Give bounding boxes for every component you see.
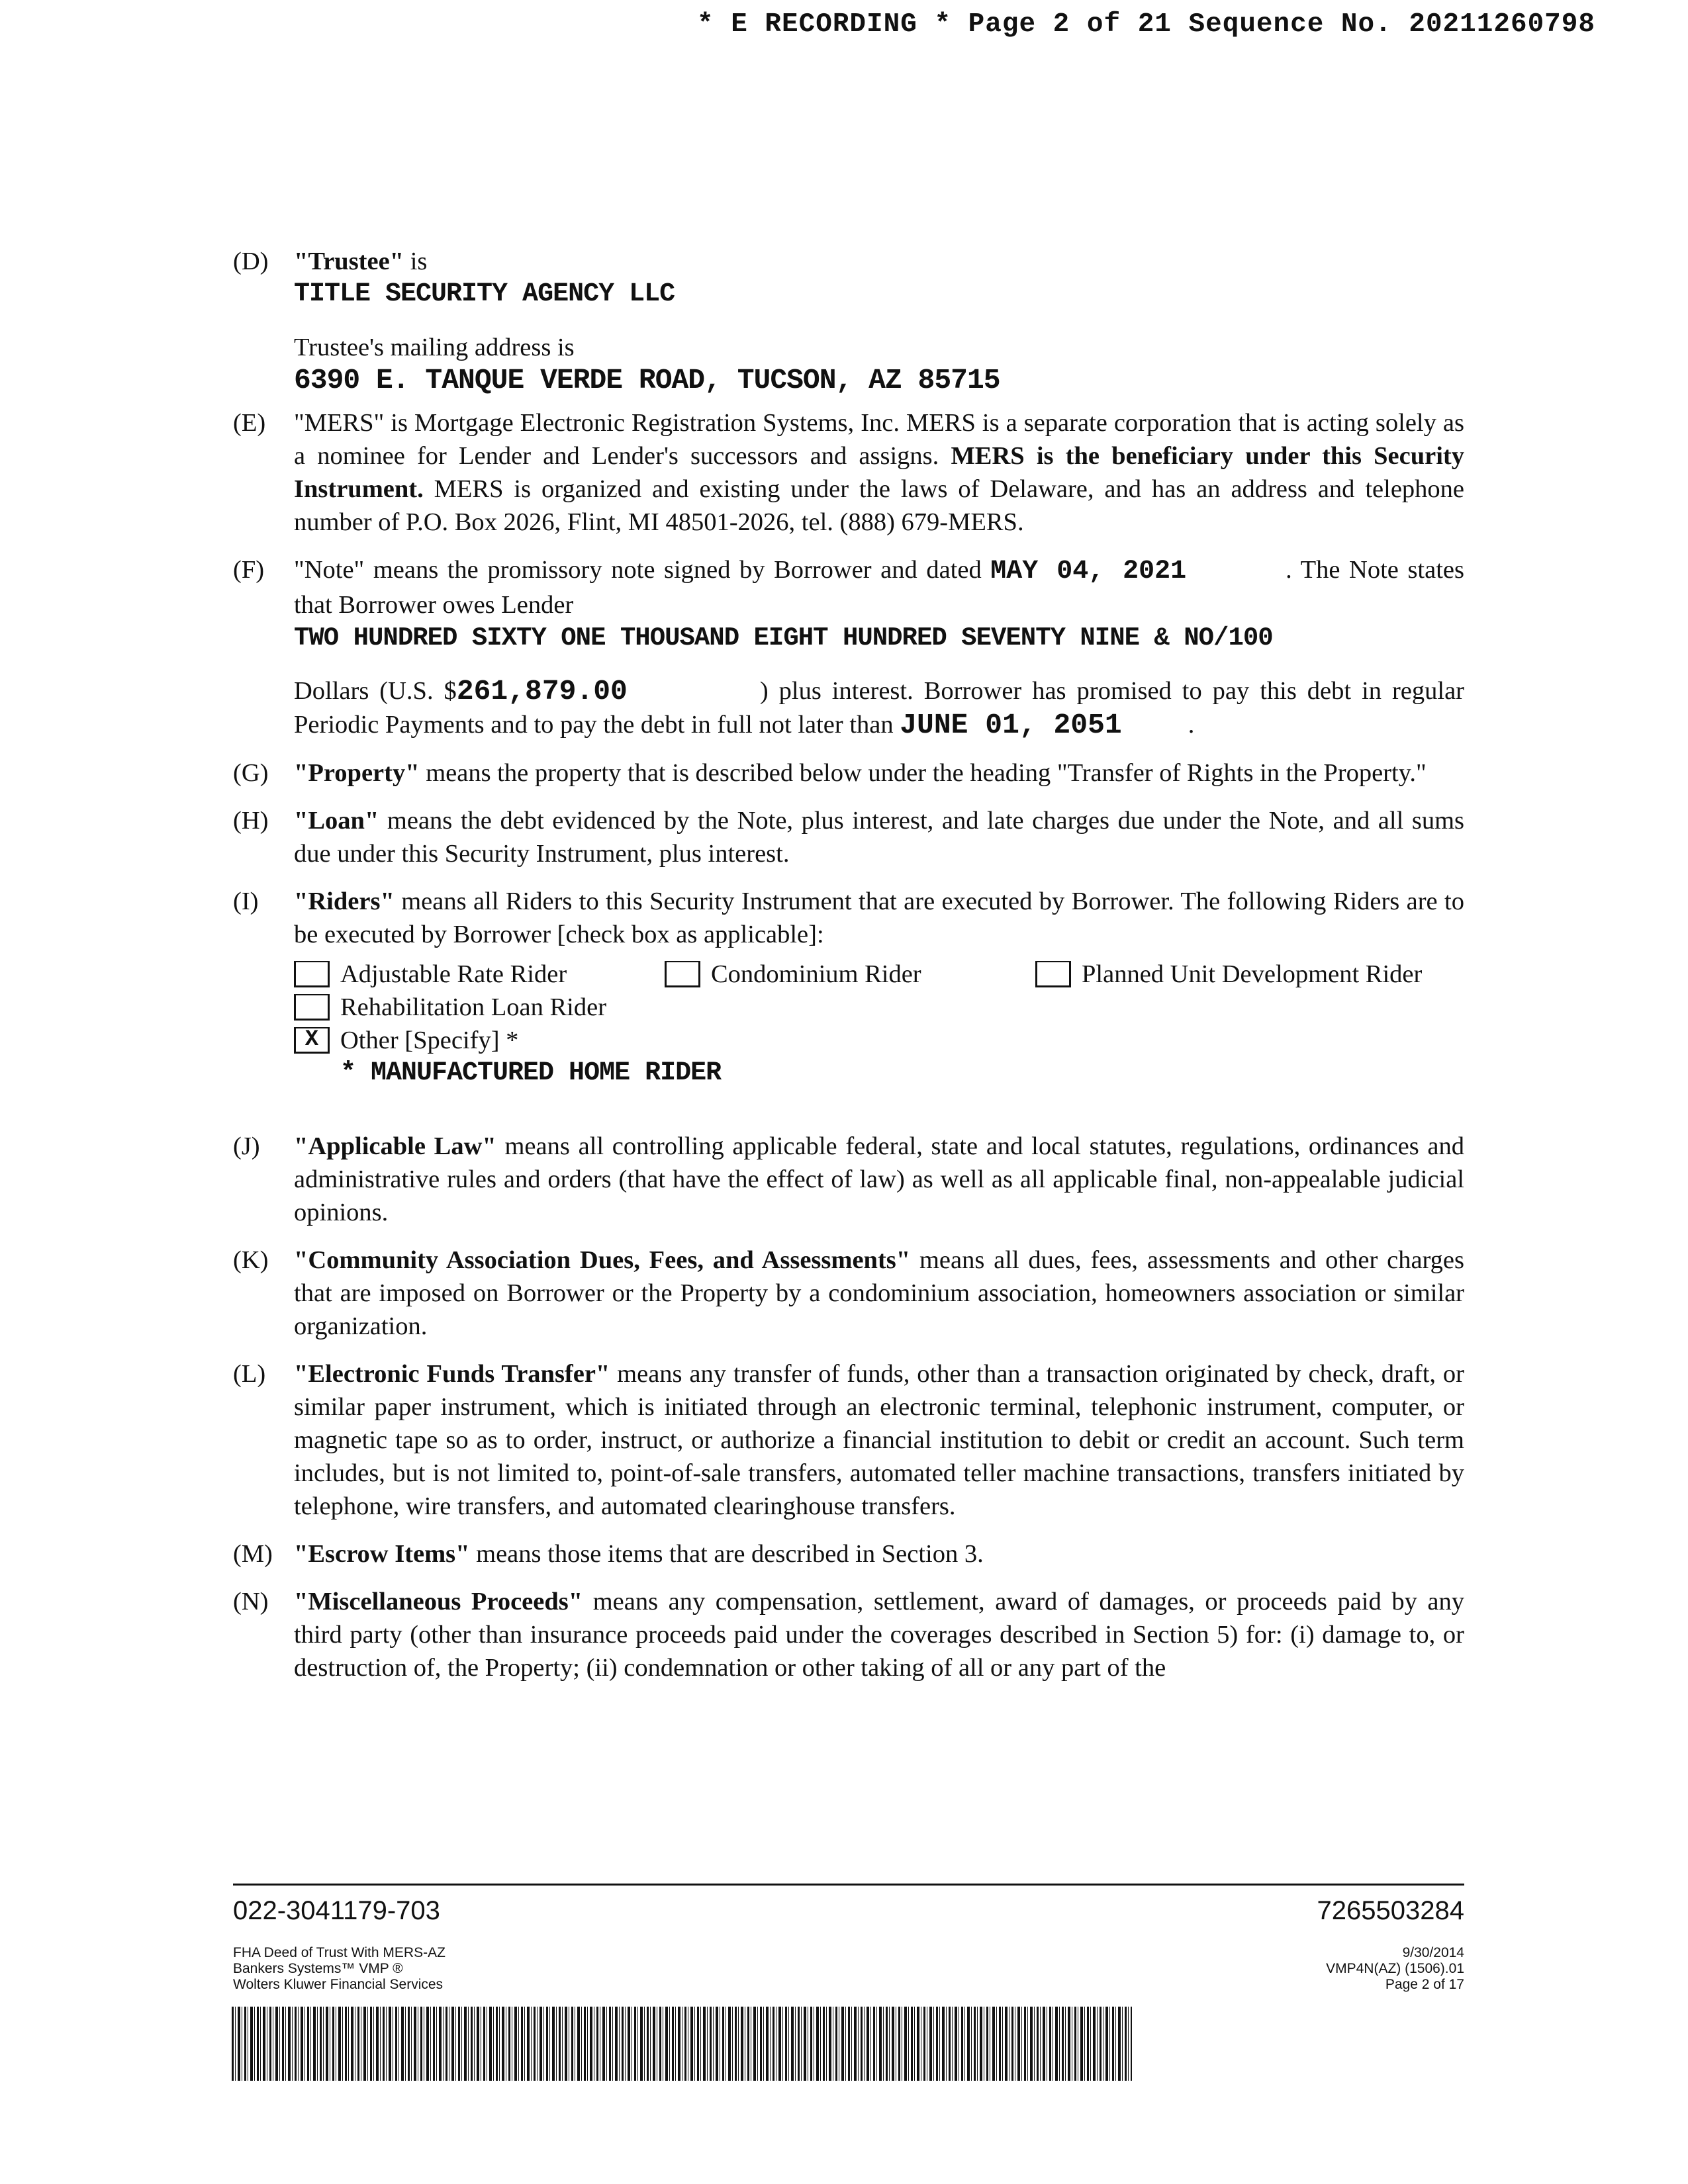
section-n [233,1585,1464,1684]
section-f [233,553,1464,742]
footer-form-info [233,1945,445,1993]
other-rider-spec: * MANUFACTURED HOME RIDER [340,1058,722,1088]
escrow-items-text: means those items that are described in Section 3. [469,1540,984,1568]
riders-row-1 [294,958,1464,991]
section-label: (H) [233,807,269,835]
rider-rehab [294,991,606,1024]
term-misc-proceeds: "Miscellaneous Proceeds" [294,1588,583,1615]
footer-form-line: Wolters Kluwer Financial Services [233,1977,444,1992]
document-body [233,245,1464,1699]
term-escrow-items: "Escrow Items" [294,1540,470,1568]
checkbox-other[interactable]: X [294,1027,330,1054]
trustee-address-intro: Trustee's mailing address is [294,334,575,361]
section-label: (L) [233,1360,266,1388]
section-label: (I) [233,887,259,915]
footer-loan-number: 022-3041179-703 [233,1896,440,1925]
page-footer [233,1884,1464,1992]
mers-text-1: "MERS" is Mortgage Electronic Registration Systems, Inc. MERS is a separate corporation that is acting solely as a nominee for Lender and Lender's successors and assigns. [294,409,1464,470]
loan-amount: 261,879.00 [456,675,628,707]
spacer [294,655,1464,674]
section-h [233,804,1464,870]
term-loan: "Loan" [294,807,379,835]
section-l [233,1357,1464,1523]
riders-text: means all Riders to this Security Instrument that are executed by Borrower. The following Riders are to be executed by Borrower [check box as applicable]: [294,887,1464,948]
term-eft: "Electronic Funds Transfer" [294,1360,610,1388]
footer-form-code: VMP4N(AZ) (1506).01 [1326,1961,1464,1976]
section-e [233,406,1464,539]
amount-in-words: TWO HUNDRED SIXTY ONE THOUSAND EIGHT HUNDRED SEVENTY NINE & NO/100 [294,623,1273,653]
period: . [1188,711,1195,739]
rider-label: Rehabilitation Loan Rider [340,993,607,1021]
term-tail: is [404,248,428,275]
riders-row-3 [294,1024,1464,1057]
recording-header: * E RECORDING * Page 2 of 21 Sequence No. 20211260798 [696,9,1595,40]
loan-text: means the debt evidenced by the Note, plus interest, and late charges due under the Note, and all sums due under this Security Instrument, plus interest. [294,807,1464,868]
spacer [294,951,1464,958]
section-k [233,1244,1464,1343]
community-dues-text: means all dues, fees, assessments and other charges that are imposed on Borrower or the Property by a condominium association, homeowners association or similar organization. [294,1246,1464,1340]
rider-condominium [665,958,1035,991]
section-label: (J) [233,1132,260,1160]
footer-page-number: Page 2 of 17 [1385,1977,1464,1992]
mers-bold: MERS is the beneficiary under this Security Instrument. [294,442,1464,503]
checkbox-pud[interactable] [1035,961,1071,987]
note-date: MAY 04, 2021 [990,557,1187,586]
rider-label: Other [Specify] * [340,1026,519,1054]
note-text-1: "Note" means the promissory note signed by Borrower and dated [294,556,991,584]
term-riders: "Riders" [294,887,395,915]
term-property: "Property" [294,759,420,787]
footer-form-line: FHA Deed of Trust With MERS-AZ [233,1945,445,1960]
rider-label: Adjustable Rate Rider [340,960,567,988]
rider-label: Condominium Rider [711,960,921,988]
footer-form-line: Bankers Systems™ VMP ® [233,1961,403,1976]
misc-proceeds-text: means any compensation, settlement, award of damages, or proceeds paid by any third party (other than insurance proceeds paid under the coverages described in Section 5) for: (i) damage to, or destruction of, the Property; (ii) condemnation or other taking of all or any part of the [294,1588,1464,1682]
section-label: (D) [233,248,269,275]
rider-label: Planned Unit Development Rider [1082,960,1423,988]
trustee-name: TITLE SECURITY AGENCY LLC [294,279,675,309]
footer-case-number: 7265503284 [1317,1896,1464,1925]
section-label: (E) [233,409,266,437]
section-label: (N) [233,1588,269,1615]
section-d [233,245,1464,397]
trustee-address: 6390 E. TANQUE VERDE ROAD, TUCSON, AZ 85715 [294,364,1000,396]
mers-text-2: MERS is organized and existing under the laws of Delaware, and has an address and telephone number of P.O. Box 2026, Flint, MI 48501-2026, tel. (888) 679-MERS. [294,475,1464,536]
section-label: (K) [233,1246,269,1274]
footer-form-date: 9/30/2014 [1402,1945,1464,1960]
checkbox-condominium[interactable] [665,961,700,987]
section-i [233,885,1464,1090]
footer-form-id [1326,1945,1464,1993]
riders-row-2 [294,991,1464,1024]
dollars-suffix: ) plus interest. Borrower has promised to pay this debt in regular Periodic Payments and to pay the debt in full not later than [294,677,1464,739]
checkbox-rehab[interactable] [294,994,330,1021]
rider-other [294,1024,518,1057]
rider-adjustable [294,958,665,991]
section-label: (F) [233,556,265,584]
term-applicable-law: "Applicable Law" [294,1132,496,1160]
eft-text: means any transfer of funds, other than a transaction originated by check, draft, or similar paper instrument, which is initiated through an electronic terminal, telephonic instrument, computer, or magnetic tape so as to order, instruct, or authorize a financial institution to debit or credit an account. Such term includes, but is not limited to, point-of-sale transfers, automated teller machine transactions, transfers initiated by telephone, wire transfers, and automated clearinghouse transfers. [294,1360,1464,1520]
term-community-dues: "Community Association Dues, Fees, and Assessments" [294,1246,911,1274]
section-label: (M) [233,1540,273,1568]
note-text-2: . The Note states that Borrower owes Lender [294,556,1464,619]
checkbox-adjustable[interactable] [294,961,330,987]
section-j [233,1130,1464,1229]
maturity-date: JUNE 01, 2051 [900,709,1122,741]
section-g [233,756,1464,790]
term-trustee: "Trustee" [294,248,404,275]
dollars-prefix: Dollars (U.S. $ [294,677,457,705]
section-m [233,1537,1464,1570]
rider-pud [1035,958,1422,991]
property-text: means the property that is described below under the heading "Transfer of Rights in the Property." [419,759,1427,787]
applicable-law-text: means all controlling applicable federal, state and local statutes, regulations, ordinances and administrative rules and orders (that have the effect of law) as well as all applicable final, non-appealable judicial opinions. [294,1132,1464,1226]
spacer [294,311,1464,331]
barcode [232,2007,1132,2081]
section-label: (G) [233,759,269,787]
